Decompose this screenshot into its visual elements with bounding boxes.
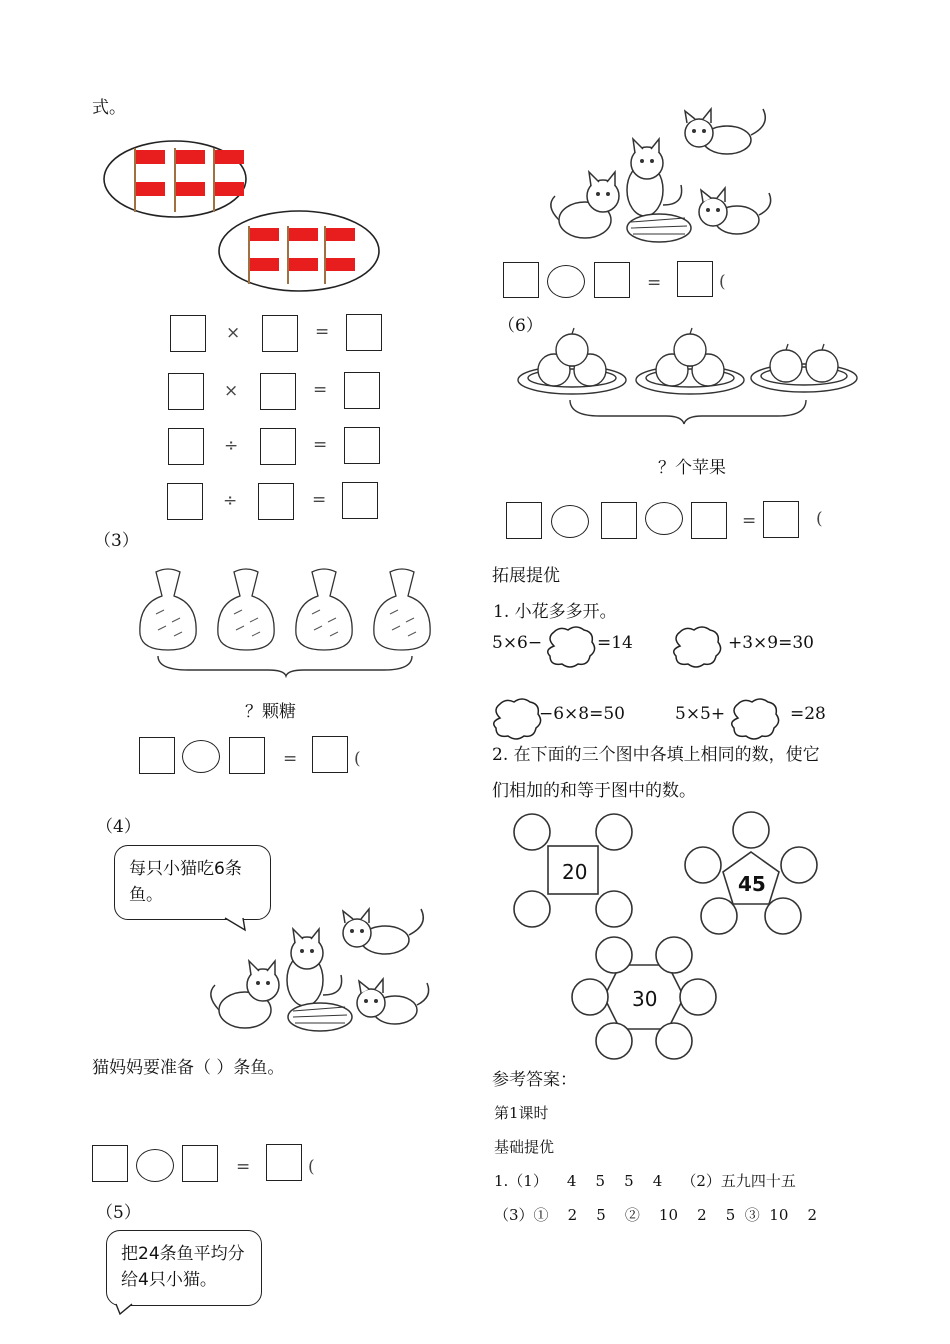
operator-circle[interactable] (136, 1149, 174, 1182)
answer-box[interactable] (506, 502, 542, 539)
answers-title: 参考答案： (492, 1070, 577, 1090)
flower-blank-icon[interactable] (728, 698, 780, 742)
flags-illustration (100, 138, 390, 298)
operator: × (226, 323, 241, 343)
section-6-label: （6） (498, 316, 543, 336)
equals-sign: = (236, 1157, 251, 1177)
answer-box[interactable] (594, 262, 630, 298)
answer-box[interactable] (167, 483, 203, 520)
answers-basic: 基础提优 (494, 1138, 555, 1156)
answer-box[interactable] (168, 428, 204, 465)
flower-eq-part: 5×6− (492, 633, 543, 653)
blank-circle (514, 814, 550, 850)
speech-bubble (106, 1230, 262, 1306)
answers-line-1: 1.（1） 4 5 5 4 （2）五九四十五 (494, 1172, 796, 1190)
candy-bags-illustration (128, 564, 433, 676)
answer-box[interactable] (677, 261, 713, 297)
section-5-label: （5） (96, 1203, 141, 1223)
flower-eq-part: +3×9=30 (728, 633, 814, 653)
blank-circle (596, 814, 632, 850)
bubble-text: 把24条鱼平均分给4只小猫。 (121, 1244, 245, 1290)
answer-box[interactable] (344, 427, 380, 464)
section-3-label: （3） (94, 531, 139, 551)
cats-with-fish-illustration (205, 905, 435, 1045)
equals-sign: = (312, 490, 327, 510)
answer-box[interactable] (260, 428, 296, 465)
section-4-question: 猫妈妈要准备（ ）条鱼。 (92, 1058, 285, 1078)
equals-sign: = (647, 273, 662, 293)
square-number: 20 (562, 860, 588, 884)
answer-box[interactable] (260, 373, 296, 410)
answer-box[interactable] (346, 314, 382, 351)
answers-lesson: 第1课时 (494, 1104, 549, 1122)
intro-text: 式。 (92, 98, 126, 118)
extension-q2-line2: 们相加的和等于图中的数。 (492, 781, 696, 801)
flower-blank-icon[interactable] (544, 626, 596, 668)
unit-paren: ( (308, 1157, 315, 1177)
blank-circle (596, 891, 632, 927)
equals-sign: = (283, 749, 298, 769)
equals-sign: = (315, 322, 330, 342)
hexagon-number: 30 (632, 987, 658, 1011)
unit-paren: ( (719, 272, 726, 292)
flower-eq-part: 5×5+ (675, 704, 726, 724)
operator: × (224, 381, 239, 401)
answer-box[interactable] (601, 502, 637, 539)
equals-sign: = (742, 511, 757, 531)
answer-box[interactable] (182, 1145, 218, 1182)
cats-with-fish-illustration-top (545, 108, 775, 253)
operator-circle[interactable] (551, 505, 589, 538)
operator: ÷ (223, 491, 238, 511)
answer-box[interactable] (344, 372, 380, 409)
equals-sign: = (313, 435, 328, 455)
section-6-caption: ？个苹果 (658, 458, 726, 478)
flower-blank-icon[interactable] (670, 626, 722, 668)
apples-on-plates-illustration (516, 332, 861, 427)
unit-paren: ( (816, 509, 823, 529)
extension-title: 拓展提优 (492, 566, 560, 586)
answer-box[interactable] (342, 482, 378, 519)
operator: ÷ (224, 436, 239, 456)
answer-box[interactable] (312, 736, 348, 773)
answer-box[interactable] (266, 1144, 302, 1181)
answer-box[interactable] (262, 315, 298, 352)
equals-sign: = (313, 380, 328, 400)
pentagon-number: 45 (738, 872, 766, 896)
extension-q2-line1: 2. 在下面的三个图中各填上相同的数，使它 (492, 745, 820, 765)
blank-circle (514, 891, 550, 927)
operator-circle[interactable] (182, 740, 220, 773)
bubble-text: 每只小猫吃6条鱼。 (129, 859, 242, 905)
extension-q1: 1. 小花多多开。 (493, 602, 617, 622)
operator-circle[interactable] (645, 502, 683, 535)
answer-box[interactable] (691, 502, 727, 539)
section-3-caption: ？颗糖 (245, 702, 296, 722)
unit-paren: ( (354, 749, 361, 769)
operator-circle[interactable] (547, 265, 585, 298)
answer-box[interactable] (139, 737, 175, 774)
flower-eq-part: =28 (790, 704, 826, 724)
answer-box[interactable] (92, 1145, 128, 1182)
section-4-label: （4） (96, 817, 141, 837)
answer-box[interactable] (503, 262, 539, 298)
flower-blank-icon[interactable] (490, 698, 542, 742)
flower-eq-part: =14 (597, 633, 633, 653)
answers-line-2: （3）① 2 5 ② 10 2 5 ③ 10 2 (494, 1206, 818, 1224)
answer-box[interactable] (168, 373, 204, 410)
bubble-tail-icon (116, 1304, 140, 1316)
answer-box[interactable] (258, 483, 294, 520)
answer-box[interactable] (170, 315, 206, 352)
flower-eq-part: −6×8=50 (539, 704, 625, 724)
answer-box[interactable] (229, 737, 265, 774)
answer-box[interactable] (763, 501, 799, 538)
